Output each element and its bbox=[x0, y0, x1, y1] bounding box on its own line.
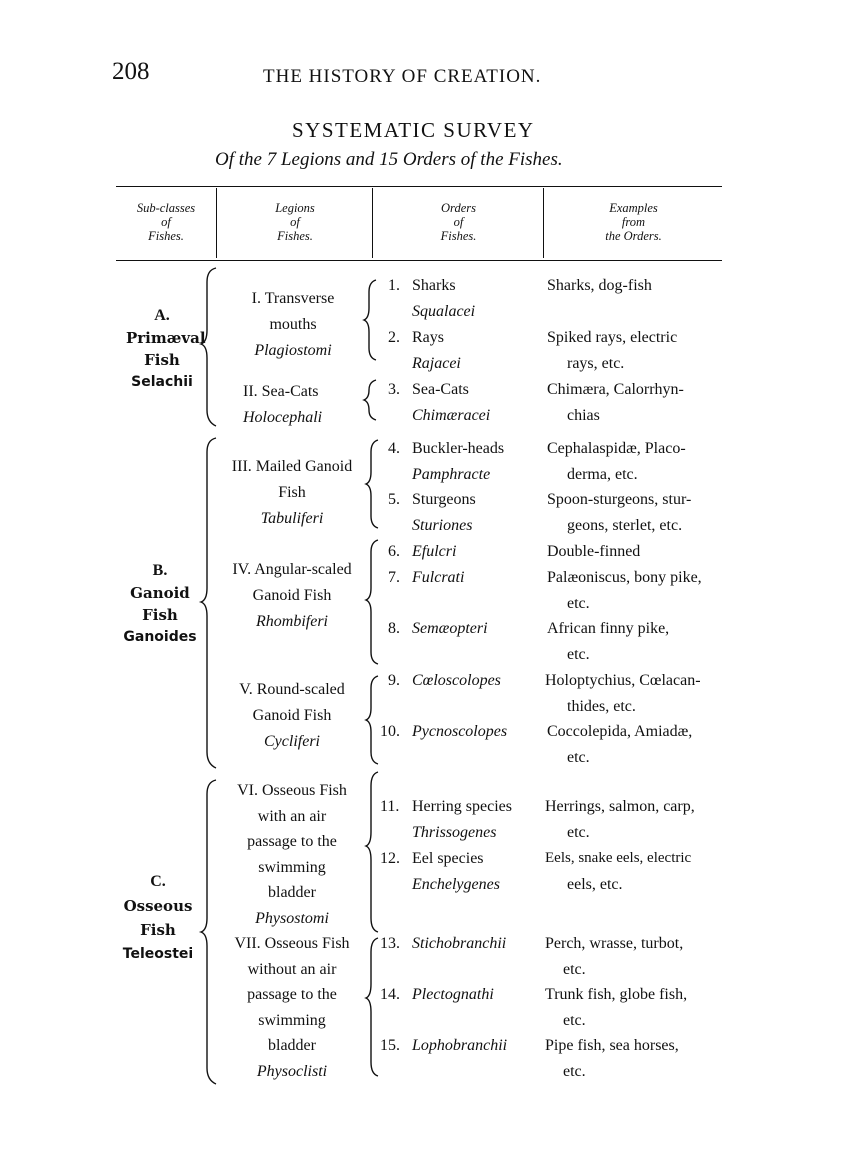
example-text: Trunk fish, globe fish, bbox=[545, 986, 688, 1003]
legion-line: V. Round-scaled bbox=[239, 681, 345, 698]
header-line: Legions bbox=[275, 201, 315, 215]
order-latin: Rajacei bbox=[412, 355, 461, 372]
example-text: Palæoniscus, bony pike, bbox=[547, 569, 702, 586]
example-text: Holoptychius, Cœlacan- bbox=[545, 672, 701, 689]
example-text: Perch, wrasse, turbot, bbox=[545, 935, 684, 952]
header-line: of bbox=[453, 215, 464, 229]
legion-line: II. Sea-Cats bbox=[243, 383, 319, 400]
legion-latin: Physoclisti bbox=[256, 1062, 328, 1080]
example-text: African finny pike, bbox=[547, 620, 670, 637]
example-text: geons, sterlet, etc. bbox=[567, 517, 683, 534]
subclass-latin: Ganoides bbox=[123, 629, 197, 645]
order-number: 8. bbox=[388, 620, 400, 637]
order-number: 6. bbox=[388, 543, 400, 560]
legion-latin: Plagiostomi bbox=[254, 342, 332, 359]
order-number: 10. bbox=[380, 723, 400, 740]
header-line: of bbox=[290, 215, 300, 229]
order-latin: Efulcri bbox=[412, 543, 457, 560]
example-text: Herrings, salmon, carp, bbox=[545, 798, 695, 815]
order-latin: Plectognathi bbox=[412, 986, 494, 1003]
legion-6 bbox=[216, 778, 368, 932]
legion-line: I. Transverse bbox=[251, 290, 335, 307]
order-latin: Fulcrati bbox=[412, 569, 465, 586]
brace-legion-2 bbox=[364, 380, 376, 420]
header-line: Orders bbox=[441, 201, 476, 215]
order-name: Eel species bbox=[412, 850, 484, 867]
example-text: Spoon-sturgeons, stur- bbox=[547, 491, 692, 508]
subclass-c bbox=[118, 870, 198, 966]
order-latin: Sturiones bbox=[412, 517, 473, 534]
order-number: 1. bbox=[388, 277, 400, 294]
example-text: etc. bbox=[563, 961, 586, 978]
survey-subtitle: Of the 7 Legions and 15 Orders of the Fishes. bbox=[215, 149, 563, 170]
example-text: Cephalaspidæ, Placo- bbox=[547, 440, 686, 457]
survey-title: SYSTEMATIC SURVEY bbox=[292, 118, 535, 142]
legion-latin: Physostomi bbox=[255, 909, 329, 927]
subclass-name: Osseous bbox=[123, 897, 193, 915]
legion-line: swimming bbox=[258, 858, 326, 876]
order-latin: Thrissogenes bbox=[412, 824, 497, 841]
order-name: Sturgeons bbox=[412, 491, 476, 508]
order-number: 11. bbox=[380, 798, 400, 815]
subclass-letter: C. bbox=[150, 873, 166, 890]
header-line: Sub-classes bbox=[136, 201, 196, 215]
legion-5 bbox=[216, 677, 368, 755]
legion-line: with an air bbox=[257, 807, 327, 825]
header-line: Fishes. bbox=[277, 229, 313, 243]
order-latin: Pycnoscolopes bbox=[412, 723, 508, 740]
example-text: Eels, snake eels, electric bbox=[545, 850, 692, 866]
example-text: Pipe fish, sea horses, bbox=[545, 1037, 679, 1054]
legion-4 bbox=[216, 557, 368, 635]
legion-line: swimming bbox=[258, 1011, 326, 1029]
example-text: etc. bbox=[567, 646, 590, 663]
legion-line: Ganoid Fish bbox=[252, 587, 332, 604]
order-number: 14. bbox=[380, 986, 400, 1003]
order-latin: Squalacei bbox=[412, 303, 476, 320]
subclass-name: Ganoid bbox=[130, 584, 190, 602]
brace-legion-1 bbox=[364, 280, 376, 360]
example-text: Sharks, dog-fish bbox=[547, 277, 652, 294]
order-number: 4. bbox=[388, 440, 400, 457]
example-text: thides, etc. bbox=[567, 698, 636, 715]
legion-line: passage to the bbox=[247, 986, 337, 1004]
example-text: etc. bbox=[563, 1012, 586, 1029]
example-text: chias bbox=[567, 407, 600, 424]
order-number: 12. bbox=[380, 850, 400, 867]
subclass-name: Fish bbox=[144, 351, 180, 369]
example-text: etc. bbox=[567, 595, 590, 612]
header-line: from bbox=[621, 215, 646, 229]
order-latin: Semæopteri bbox=[412, 620, 488, 637]
subclass-letter: A. bbox=[154, 307, 170, 324]
header-line: Examples bbox=[609, 201, 658, 215]
legion-latin: Holocephali bbox=[243, 409, 323, 426]
order-latin: Chimæracei bbox=[412, 407, 491, 424]
order-latin: Lophobranchii bbox=[412, 1037, 508, 1054]
order-name: Buckler-heads bbox=[412, 440, 505, 457]
subclass-b bbox=[122, 560, 198, 648]
legion-line: Fish bbox=[278, 484, 306, 501]
example-text: etc. bbox=[563, 1063, 586, 1080]
example-text: Double-finned bbox=[547, 543, 641, 560]
legion-line: without an air bbox=[247, 960, 337, 978]
example-text: etc. bbox=[567, 824, 590, 841]
order-number: 7. bbox=[388, 569, 400, 586]
legion-latin: Rhombiferi bbox=[256, 613, 328, 630]
subclass-a bbox=[126, 305, 206, 393]
legion-line: passage to the bbox=[247, 833, 337, 851]
order-number: 13. bbox=[380, 935, 400, 952]
order-number: 2. bbox=[388, 329, 400, 346]
legion-line: IV. Angular-scaled bbox=[232, 561, 352, 578]
brace-ganoid bbox=[201, 438, 216, 768]
legion-3 bbox=[216, 454, 368, 532]
order-latin: Cœloscolopes bbox=[412, 672, 501, 689]
order-number: 5. bbox=[388, 491, 400, 508]
example-text: etc. bbox=[567, 749, 590, 766]
order-latin: Enchelygenes bbox=[412, 876, 500, 893]
order-number: 15. bbox=[380, 1037, 400, 1054]
legion-line: VII. Osseous Fish bbox=[234, 935, 350, 952]
example-text: Spiked rays, electric bbox=[547, 329, 678, 346]
legion-1 bbox=[222, 286, 364, 364]
page-number: 208 bbox=[112, 58, 150, 85]
order-name: Sea-Cats bbox=[412, 381, 469, 398]
example-text: eels, etc. bbox=[567, 876, 623, 893]
brace-osseous bbox=[201, 780, 216, 1084]
header-line: of bbox=[161, 215, 171, 229]
running-head: THE HISTORY OF CREATION. bbox=[263, 66, 542, 87]
subclass-latin: Selachii bbox=[131, 374, 193, 390]
legion-7 bbox=[216, 931, 368, 1085]
legion-line: VI. Osseous Fish bbox=[237, 782, 347, 799]
legion-line: bladder bbox=[268, 884, 316, 902]
legion-line: III. Mailed Ganoid bbox=[231, 458, 353, 475]
legion-line: mouths bbox=[269, 316, 317, 333]
subclass-name: Primæval bbox=[126, 329, 206, 347]
example-text: rays, etc. bbox=[567, 355, 625, 372]
order-name: Herring species bbox=[412, 798, 512, 815]
header-line: Fishes. bbox=[148, 229, 184, 243]
subclass-latin: Teleostei bbox=[122, 946, 194, 962]
subclass-name: Fish bbox=[142, 606, 178, 624]
order-name: Sharks bbox=[412, 277, 456, 294]
order-latin: Stichobranchii bbox=[412, 935, 507, 952]
legion-line: Ganoid Fish bbox=[252, 707, 332, 724]
example-text: derma, etc. bbox=[567, 466, 638, 483]
legion-line: bladder bbox=[268, 1037, 316, 1055]
brace-primaeval bbox=[201, 268, 216, 426]
header-line: the Orders. bbox=[605, 229, 662, 243]
example-text: Chimæra, Calorrhyn- bbox=[547, 381, 684, 398]
subclass-name: Fish bbox=[140, 921, 176, 939]
legion-latin: Tabuliferi bbox=[260, 510, 324, 527]
order-number: 9. bbox=[388, 672, 400, 689]
order-number: 3. bbox=[388, 381, 400, 398]
header-line: Fishes. bbox=[440, 229, 477, 243]
subclass-letter: B. bbox=[152, 562, 168, 579]
legion-latin: Cycliferi bbox=[264, 733, 320, 750]
legion-2 bbox=[243, 379, 322, 431]
example-text: Coccolepida, Amiadæ, bbox=[547, 723, 693, 740]
order-name: Rays bbox=[412, 329, 444, 346]
order-latin: Pamphracte bbox=[412, 466, 491, 483]
